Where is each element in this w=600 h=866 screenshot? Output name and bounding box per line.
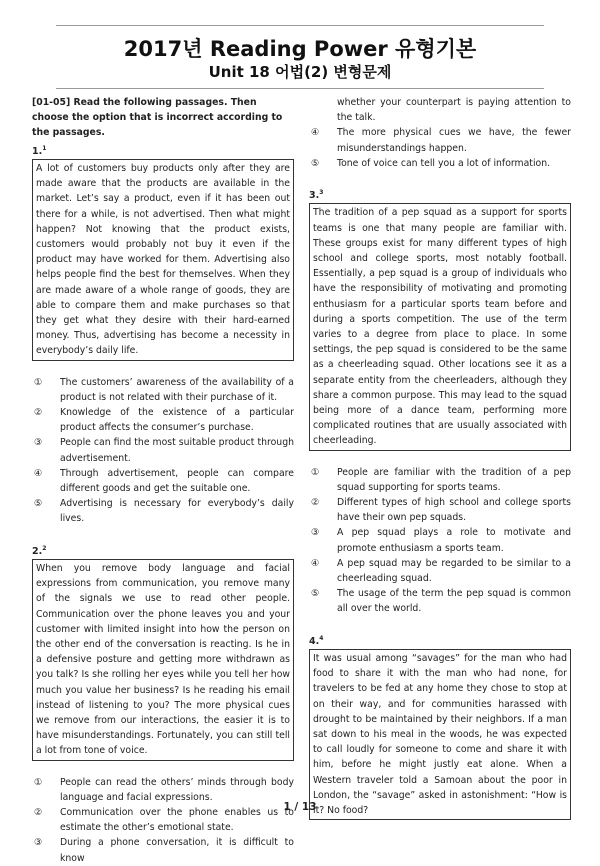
right-column — [309, 95, 571, 820]
question-3-number: 3.$^3$ — [309, 189, 324, 202]
question-3-option-5[interactable]: ⑤ The usage of the term the pep squad is common all over the world. — [311, 588, 571, 615]
question-3-option-2[interactable]: ② Different types of high school and college sports have their own pep squads. — [311, 497, 571, 524]
question-3-option-1[interactable]: ① People are familiar with the tradition of a pep squad supporting for sports teams. — [311, 466, 571, 493]
question-1-option-2[interactable]: ② Knowledge of the existence of a particular product affects the consumer’s purchase. — [34, 407, 294, 434]
question-2-option-3[interactable]: ③ During a phone conversation, it is difficult to know — [34, 837, 294, 864]
question-1-option-3[interactable]: ③ People can find the most suitable product through advertisement. — [34, 437, 294, 464]
question-2-option-4[interactable]: ④ The more physical cues we have, the fewer misunderstandings happen. — [311, 127, 571, 154]
question-3-option-3[interactable]: ③ A pep squad plays a role to motivate and promote enthusiasm a sports team. — [311, 527, 571, 554]
instructions: [01-05] Read the following passages. Then choose the option that is incorrect according to the passages. — [32, 97, 283, 139]
page-subtitle: Unit 18 어법(2) 변형문제 — [208, 63, 392, 81]
header-rule — [56, 88, 544, 89]
question-1-passage: A lot of customers buy products only after they are made aware that the products are available in the market. Let’s say a product, even if it has been out there for a while, is not advertised. Then what might happen? Not knowing that the product exists, customers would probably not buy it even if the product may have worked for them. Advertising also helps people find the best for themselves. When they are made aware of a whole range of goods, they are able to compare them and make purchases so that they get what they desire with their hard-earned money. Thus, advertising has become a necessity in everybody’s daily life. — [32, 159, 294, 361]
question-4-passage: It was usual among “savages” for the man who had food to share it with the man who had none, for travelers to be fed at any home they chose to stop at on their way, and for communities harassed with drought to be maintained by their neighbors. If a man sat down to his meal in the woods, he was expected to call loudly for someone to come and share it with him, before he might justly eat alone. When a Western traveler told a Samoan about the poor in London, the “savage” asked in astonishment: “How is it? No food? — [309, 649, 571, 820]
top-rule — [56, 25, 544, 26]
question-3-options — [309, 465, 571, 617]
question-2-passage: When you remove body language and facial expressions from communication, you remove many of the signals we use to read other people. Communication over the phone leaves you and your customer with limited insight into how the person on the other end of the conversation is reacting. Is he in a defensive posture and getting more withdrawn as you talk? Is she rolling her eyes while you tell her how much you value her business? Is he reading his email instead of listening to you? The more physical cues we remove from our interactions, the easier it is to have misunderstandings. Fortunately, you can still tell a lot from tone of voice. — [32, 559, 294, 761]
question-2-option-1[interactable]: ① People can read the others’ minds through body language and facial expressions. — [34, 776, 294, 803]
question-1-option-1[interactable]: ① The customers’ awareness of the availability of a product is not related with their purchase of it. — [34, 376, 294, 403]
question-2-option-3-continued[interactable]: whether your counterpart is paying attention to the talk. — [337, 97, 571, 124]
question-1-options — [32, 375, 294, 527]
question-1-option-4[interactable]: ④ Through advertisement, people can compare different goods and get the suitable one. — [34, 467, 294, 495]
left-column — [32, 95, 294, 866]
question-2-number: 2.$^2$ — [32, 544, 47, 557]
question-3-option-4[interactable]: ④ A pep squad may be regarded to be similar to a cheerleading squad. — [311, 557, 571, 585]
question-2-option-2[interactable]: ② Communication over the phone enables us to estimate the other’s emotional state. — [34, 807, 294, 834]
question-2-options — [32, 775, 294, 866]
question-1-number: 1.$^1$ — [32, 144, 47, 157]
question-2-option-5[interactable]: ⑤ Tone of voice can tell you a lot of information. — [311, 157, 551, 169]
question-1-option-5[interactable]: ⑤ Advertising is necessary for everybody’s daily lives. — [34, 498, 294, 525]
page-number: 1 / 13 — [283, 801, 317, 813]
question-2-options-continued — [309, 95, 571, 171]
question-3-passage: The tradition of a pep squad as a support for sports teams is one that many people are familiar with. These groups exist for many different types of high school and college sports, most notably football. Essentially, a pep squad is a group of individuals who have the responsibility of motivating and promoting enthusiasm for a particular sports team before and during a sports competition. The use of the term varies to a degree from place to place. In some settings, the pep squad is considered to be the same as a cheerleading squad. Other locations see it as a separate entity from the cheerleaders, although they share a common purpose. This may lead to the squad being more of a dance team, performing more complicated routines that are usually associated with cheerleading. — [309, 203, 571, 450]
question-4-number: 4.$^4$ — [309, 634, 324, 647]
page-title: 2017년 Reading Power 유형기본 — [123, 37, 477, 61]
